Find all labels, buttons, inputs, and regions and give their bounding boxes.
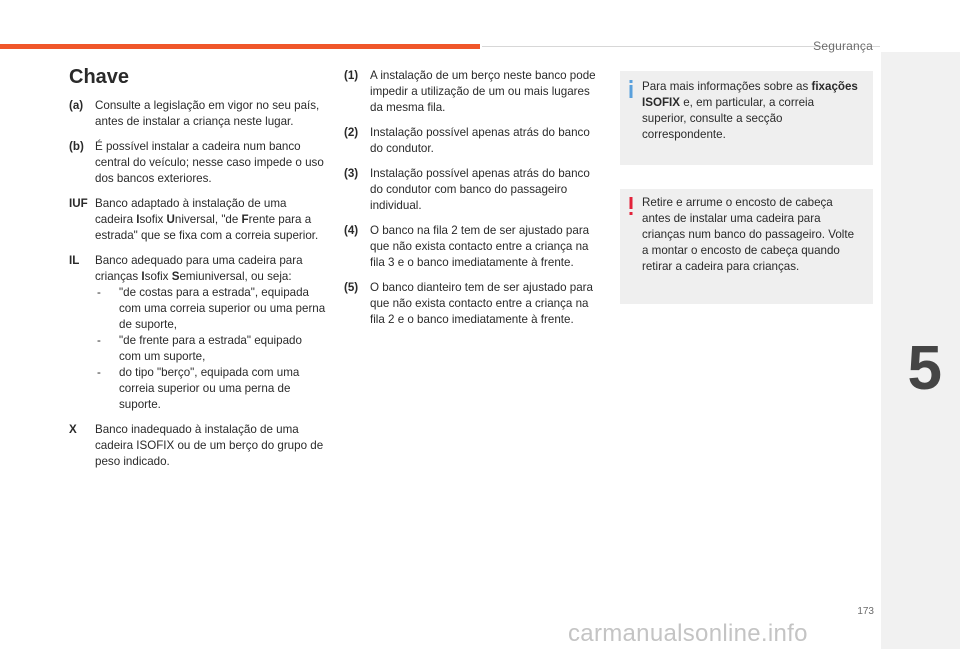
warning-exclamation-icon bbox=[626, 197, 636, 215]
legend-text: Banco adaptado à instalação de uma cadeira Isofix Universal, "de Frente para a estrada" que se fixa com a correia superior. bbox=[95, 197, 319, 242]
chapter-number: 5 bbox=[907, 334, 942, 403]
legend-key: IL bbox=[69, 254, 80, 267]
note-text: A instalação de um berço neste banco pode impedir a utilização de um ou mais lugares da mesma fila. bbox=[370, 69, 596, 114]
note-text: O banco na fila 2 tem de ser ajustado para que não exista contacto entre a criança na fila 3 e o banco imediatamente à frente. bbox=[370, 224, 590, 269]
legend-item bbox=[69, 253, 327, 413]
page-heading: Chave bbox=[69, 66, 130, 88]
note-item bbox=[344, 280, 600, 328]
header-accent-bar bbox=[0, 44, 480, 49]
watermark: carmanualsonline.info bbox=[568, 620, 808, 647]
info-box bbox=[620, 71, 873, 165]
legend-item bbox=[69, 196, 327, 244]
note-item bbox=[344, 223, 600, 271]
warning-box bbox=[620, 189, 873, 304]
note-key: (5) bbox=[344, 281, 359, 294]
list-item: - "de costas para a estrada", equipada com uma correia superior ou uma perna de suporte, bbox=[97, 286, 326, 331]
chapter-tab bbox=[881, 52, 960, 649]
note-text: Instalação possível apenas atrás do banco do condutor com banco do passageiro individual. bbox=[370, 167, 590, 212]
note-key: (3) bbox=[344, 167, 359, 180]
legend-text: Banco adequado para uma cadeira para crianças Isofix Semiuniversal, ou seja: - "de costas para a estrada", equipada com uma correia superior ou uma perna de suporte, - "de frente para a estrada" equipado com um suporte, - do tipo "berço", equipada com uma correia superior ou uma perna de suporte. bbox=[95, 254, 326, 411]
note-item bbox=[344, 68, 600, 116]
note-item bbox=[344, 166, 600, 214]
legend-key: (b) bbox=[69, 140, 84, 153]
info-icon bbox=[626, 80, 636, 98]
note-key: (4) bbox=[344, 224, 359, 237]
legend-item bbox=[69, 98, 327, 130]
list-item: - "de frente para a estrada" equipado com um suporte, bbox=[97, 334, 302, 363]
note-text: O banco dianteiro tem de ser ajustado para que não exista contacto entre a criança na fila 2 e o banco imediatamente à frente. bbox=[370, 281, 593, 326]
legend-key: (a) bbox=[69, 99, 84, 112]
legend-key: X bbox=[69, 423, 77, 436]
note-text: Instalação possível apenas atrás do banco do condutor. bbox=[370, 126, 590, 155]
list-item: - do tipo "berço", equipada com uma correia superior ou uma perna de suporte. bbox=[97, 366, 300, 411]
page-number: 173 bbox=[857, 606, 874, 617]
legend-item bbox=[69, 422, 327, 470]
legend-text: Banco inadequado à instalação de uma cadeira ISOFIX ou de um berço do grupo de peso indicado. bbox=[95, 423, 324, 468]
note-key: (2) bbox=[344, 126, 359, 139]
section-title: Segurança bbox=[813, 39, 873, 53]
note-key: (1) bbox=[344, 69, 359, 82]
bullet-list bbox=[95, 285, 327, 413]
legend-column bbox=[69, 98, 327, 479]
warning-text: Retire e arrume o encosto de cabeça antes de instalar uma cadeira para crianças num banco do passageiro. Volte a montar o encosto de cabeça quando retirar a cadeira para crianças. bbox=[642, 196, 855, 273]
legend-item bbox=[69, 139, 327, 187]
note-item bbox=[344, 125, 600, 157]
legend-text: É possível instalar a cadeira num banco central do veículo; nesse caso impede o uso dos bancos exteriores. bbox=[95, 140, 324, 185]
info-text: Para mais informações sobre as fixações ISOFIX e, em particular, a correia superior, consulte a secção correspondente. bbox=[642, 80, 858, 141]
legend-text: Consulte a legislação em vigor no seu país, antes de instalar a criança neste lugar. bbox=[95, 99, 320, 128]
legend-key: IUF bbox=[69, 197, 88, 210]
notes-column bbox=[344, 68, 600, 337]
